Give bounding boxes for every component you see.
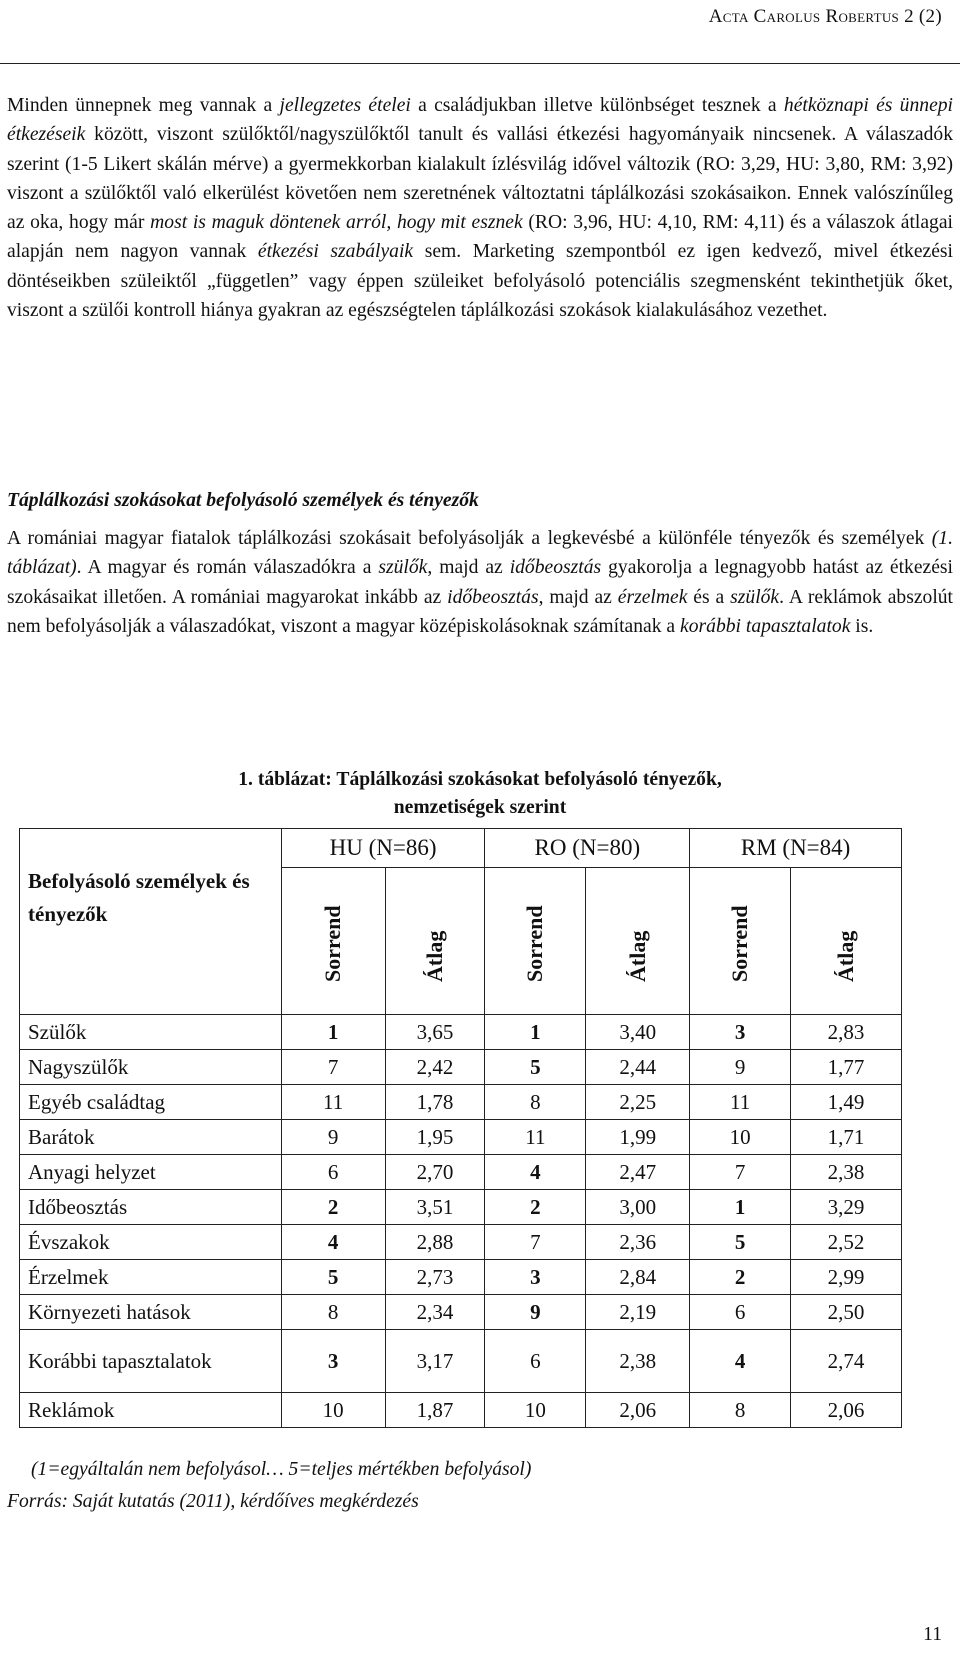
rank-cell: 9	[281, 1120, 385, 1155]
caption-line-1: 1. táblázat: Táplálkozási szokásokat befolyásoló tényezők,	[238, 769, 722, 790]
group-ro: RO (N=80)	[485, 829, 690, 868]
table-row	[20, 1015, 902, 1050]
header-rule	[0, 63, 960, 64]
mean-cell: 2,70	[385, 1155, 485, 1190]
group-rm: RM (N=84)	[690, 829, 902, 868]
subcol-ro-sorrend: Sorrend	[485, 868, 586, 1015]
rank-cell: 10	[690, 1120, 791, 1155]
table-row	[20, 1393, 902, 1428]
mean-cell: 3,40	[586, 1015, 690, 1050]
mean-cell: 2,47	[586, 1155, 690, 1190]
row-label: Érzelmek	[20, 1260, 282, 1295]
rank-cell: 7	[690, 1155, 791, 1190]
rank-cell: 8	[281, 1295, 385, 1330]
table-row	[20, 1225, 902, 1260]
mean-cell: 2,25	[586, 1085, 690, 1120]
mean-cell: 2,38	[791, 1155, 902, 1190]
rank-cell: 5	[485, 1050, 586, 1085]
paragraph-1: Minden ünnepnek meg vannak a jellegzetes ételei a családjukban illetve különbséget tesznek a hétköznapi és ünnepi étkezéseik között, viszont szülőktől/nagyszülőktől tanult és vallási étkezési hagyományaik nincsenek. A válaszadók szerint (1-5 Likert skálán mérve) a gyermekkorban kialakult ízlésvilág idővel változik (RO: 3,29, HU: 3,80, RM: 3,92) viszont a szülőktől való elkerülést követően nem szeretnének változtatni táplálkozási szokásaikon. Ennek valószínűleg az oka, hogy már most is maguk döntenek arról, hogy mit esznek (RO: 3,96, HU: 4,10, RM: 4,11) és a válaszok átlagai alapján nem nagyon vannak étkezési szabályaik sem. Marketing szempontból ez igen kedvező, mivel étkezési döntéseikben szüleiktől „független” vagy éppen szüleiket befolyásoló potenciális szegmensként tekinthetjük őket, viszont a szülői kontroll hiánya gyakran az egészségtelen táplálkozási szokások kialakulásához vezethet.	[7, 95, 954, 322]
subcol-rm-sorrend: Sorrend	[690, 868, 791, 1015]
mean-cell: 2,19	[586, 1295, 690, 1330]
mean-cell: 2,06	[791, 1393, 902, 1428]
table-row	[20, 1050, 902, 1085]
rank-cell: 4	[485, 1155, 586, 1190]
source-line: Forrás: Saját kutatás (2011), kérdőíves megkérdezés	[7, 1491, 419, 1512]
table-row	[20, 1260, 902, 1295]
row-label: Szülők	[20, 1015, 282, 1050]
mean-cell: 3,00	[586, 1190, 690, 1225]
row-label: Időbeosztás	[20, 1190, 282, 1225]
row-label: Reklámok	[20, 1393, 282, 1428]
mean-cell: 1,99	[586, 1120, 690, 1155]
rank-cell: 3	[281, 1330, 385, 1393]
rank-cell: 10	[485, 1393, 586, 1428]
rank-cell: 3	[690, 1015, 791, 1050]
table-row	[20, 1085, 902, 1120]
caption-line-2: nemzetiségek szerint	[393, 797, 567, 818]
rank-cell: 1	[485, 1015, 586, 1050]
rank-cell: 2	[281, 1190, 385, 1225]
rank-cell: 4	[690, 1330, 791, 1393]
rank-cell: 9	[485, 1295, 586, 1330]
row-label: Évszakok	[20, 1225, 282, 1260]
rank-cell: 9	[690, 1050, 791, 1085]
running-header: Acta Carolus Robertus 2 (2)	[708, 6, 942, 27]
mean-cell: 2,36	[586, 1225, 690, 1260]
rank-cell: 11	[485, 1120, 586, 1155]
mean-cell: 2,42	[385, 1050, 485, 1085]
rank-cell: 11	[690, 1085, 791, 1120]
page-number: 11	[923, 1624, 942, 1645]
table-row	[20, 1295, 902, 1330]
mean-cell: 1,87	[385, 1393, 485, 1428]
rank-cell: 8	[485, 1085, 586, 1120]
scale-note: (1=egyáltalán nem befolyásol… 5=teljes mértékben befolyásol)	[31, 1459, 532, 1480]
subcol-hu-sorrend: Sorrend	[281, 868, 385, 1015]
row-label: Nagyszülők	[20, 1050, 282, 1085]
mean-cell: 2,84	[586, 1260, 690, 1295]
mean-cell: 2,34	[385, 1295, 485, 1330]
rank-cell: 7	[281, 1050, 385, 1085]
row-label: Egyéb családtag	[20, 1085, 282, 1120]
table-row	[20, 1330, 902, 1393]
mean-cell: 1,95	[385, 1120, 485, 1155]
subcol-ro-atlag: Átlag	[586, 868, 690, 1015]
rank-cell: 6	[281, 1155, 385, 1190]
rank-cell: 6	[485, 1330, 586, 1393]
mean-cell: 3,65	[385, 1015, 485, 1050]
rank-cell: 5	[281, 1260, 385, 1295]
mean-cell: 2,73	[385, 1260, 485, 1295]
rank-cell: 2	[485, 1190, 586, 1225]
mean-cell: 3,51	[385, 1190, 485, 1225]
rank-cell: 10	[281, 1393, 385, 1428]
group-hu: HU (N=86)	[281, 829, 485, 868]
section-subheading: Táplálkozási szokásokat befolyásoló személyek és tényezők	[7, 490, 479, 511]
rank-cell: 1	[281, 1015, 385, 1050]
rank-cell: 8	[690, 1393, 791, 1428]
mean-cell: 2,06	[586, 1393, 690, 1428]
row-header-label: Befolyásoló személyek és tényezők	[20, 829, 282, 1015]
mean-cell: 2,50	[791, 1295, 902, 1330]
rank-cell: 6	[690, 1295, 791, 1330]
mean-cell: 2,99	[791, 1260, 902, 1295]
rank-cell: 1	[690, 1190, 791, 1225]
mean-cell: 1,71	[791, 1120, 902, 1155]
subcol-rm-atlag: Átlag	[791, 868, 902, 1015]
mean-cell: 2,74	[791, 1330, 902, 1393]
rank-cell: 5	[690, 1225, 791, 1260]
rank-cell: 2	[690, 1260, 791, 1295]
table-row	[20, 1120, 902, 1155]
mean-cell: 2,52	[791, 1225, 902, 1260]
rank-cell: 3	[485, 1260, 586, 1295]
mean-cell: 3,17	[385, 1330, 485, 1393]
mean-cell: 1,77	[791, 1050, 902, 1085]
mean-cell: 2,38	[586, 1330, 690, 1393]
mean-cell: 1,49	[791, 1085, 902, 1120]
table-row	[20, 1190, 902, 1225]
mean-cell: 3,29	[791, 1190, 902, 1225]
table-row	[20, 1155, 902, 1190]
row-label: Korábbi tapasztalatok	[20, 1330, 282, 1393]
subcol-hu-atlag: Átlag	[385, 868, 485, 1015]
paragraph-2: A romániai magyar fiatalok táplálkozási szokásait befolyásolják a legkevésbé a különféle tényezők és személyek (1. táblázat). A magyar és román válaszadókra a szülők, majd az időbeosztás gyakorolja a legnagyobb hatást az étkezési szokásaikat illetően. A romániai magyarokat inkább az időbeosztás, majd az érzelmek és a szülők. A reklámok abszolút nem befolyásolják a válaszadókat, viszont a magyar középiskolásoknak számítanak a korábbi tapasztalatok is.	[7, 528, 954, 637]
mean-cell: 2,44	[586, 1050, 690, 1085]
rank-cell: 4	[281, 1225, 385, 1260]
rank-cell: 7	[485, 1225, 586, 1260]
row-label: Barátok	[20, 1120, 282, 1155]
mean-cell: 2,83	[791, 1015, 902, 1050]
factors-table	[19, 828, 902, 1428]
row-label: Környezeti hatások	[20, 1295, 282, 1330]
mean-cell: 2,88	[385, 1225, 485, 1260]
row-label: Anyagi helyzet	[20, 1155, 282, 1190]
rank-cell: 11	[281, 1085, 385, 1120]
mean-cell: 1,78	[385, 1085, 485, 1120]
table-caption	[0, 766, 960, 822]
